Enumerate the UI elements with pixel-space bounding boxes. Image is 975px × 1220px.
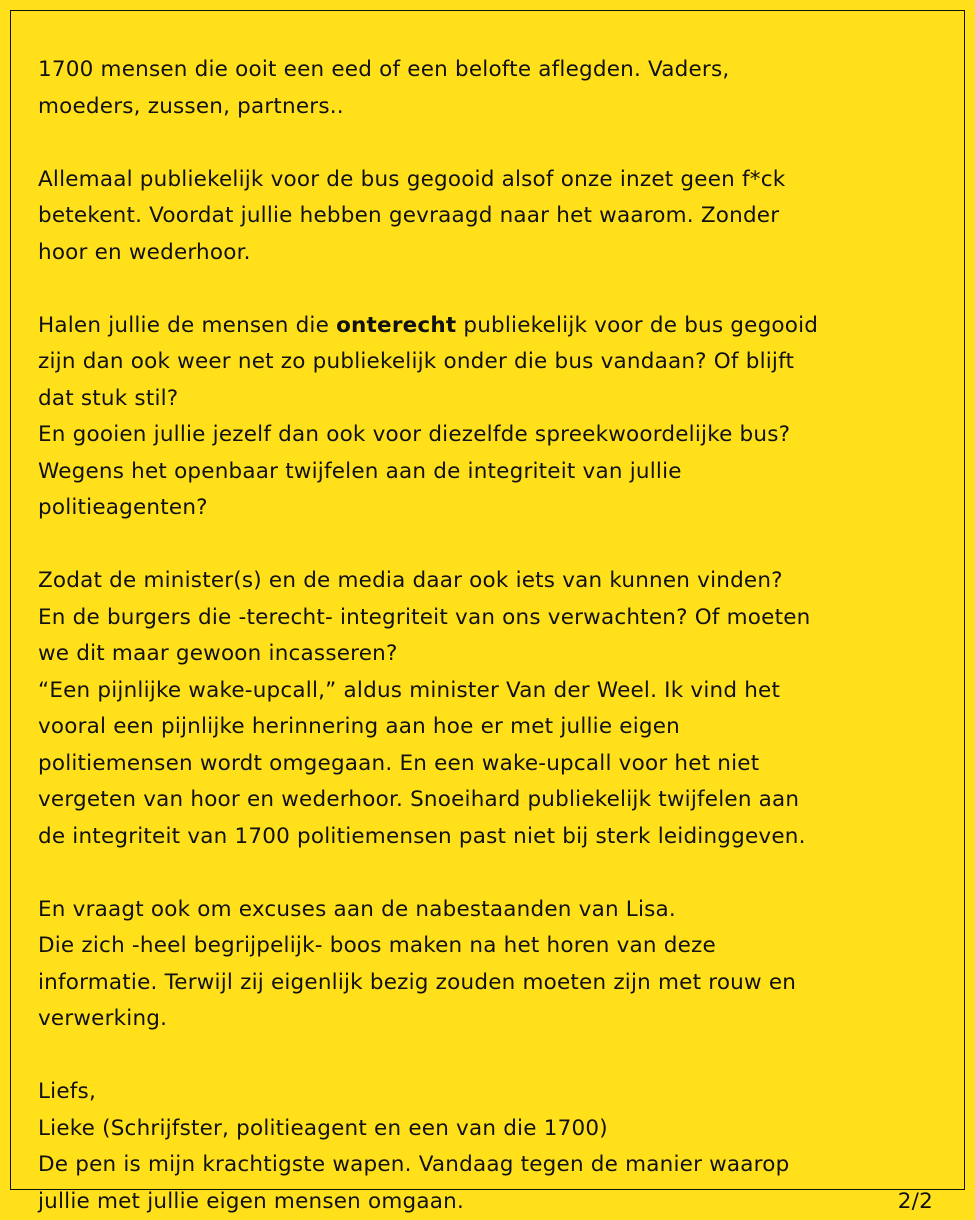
text-line: Lieke (Schrijfster, politieagent en een van die 1700) [38, 1111, 933, 1148]
text-line: Die zich -heel begrijpelijk- boos maken na het horen van deze [38, 928, 933, 965]
final-line [38, 1184, 933, 1220]
text-line: 1700 mensen die ooit een eed of een belofte aflegden. Vaders, [38, 52, 933, 89]
text-line: betekent. Voordat jullie hebben gevraagd naar het waarom. Zonder [38, 198, 933, 235]
text-line: Zodat de minister(s) en de media daar ook iets van kunnen vinden? [38, 563, 933, 600]
text-line: hoor en wederhoor. [38, 235, 933, 272]
text-line: Wegens het openbaar twijfelen aan de integriteit van jullie [38, 454, 933, 491]
text-line: En gooien jullie jezelf dan ook voor diezelfde spreekwoordelijke bus? [38, 417, 933, 454]
page-indicator: 2/2 [898, 1184, 933, 1220]
text-line: Allemaal publiekelijk voor de bus gegooid alsof onze inzet geen f*ck [38, 162, 933, 199]
paragraph-5 [38, 892, 933, 1038]
text-line: we dit maar gewoon incasseren? [38, 636, 933, 673]
text-line: jullie met jullie eigen mensen omgaan. [38, 1184, 464, 1220]
emphasis-word: onterecht [336, 313, 456, 338]
text-line: moeders, zussen, partners.. [38, 89, 933, 126]
paragraph-1 [38, 52, 933, 125]
text-segment: publiekelijk voor de bus gegooid [456, 313, 818, 338]
text-line [38, 308, 933, 345]
text-line: informatie. Terwijl zij eigenlijk bezig zouden moeten zijn met rouw en [38, 965, 933, 1002]
text-segment: Halen jullie de mensen die [38, 313, 336, 338]
text-line: En vraagt ook om excuses aan de nabestaanden van Lisa. [38, 892, 933, 929]
paragraph-2 [38, 162, 933, 272]
text-line: politiemensen wordt omgegaan. En een wake-upcall voor het niet [38, 746, 933, 783]
letter-text [38, 52, 933, 1220]
text-line: de integriteit van 1700 politiemensen past niet bij sterk leidinggeven. [38, 819, 933, 856]
paragraph-3 [38, 308, 933, 527]
text-line: politieagenten? [38, 490, 933, 527]
text-line: zijn dan ook weer net zo publiekelijk onder die bus vandaan? Of blijft [38, 344, 933, 381]
text-line: “Een pijnlijke wake-upcall,” aldus minister Van der Weel. Ik vind het [38, 673, 933, 710]
text-line: verwerking. [38, 1001, 933, 1038]
text-line: dat stuk stil? [38, 381, 933, 418]
text-line: Liefs, [38, 1074, 933, 1111]
signature-block [38, 1074, 933, 1220]
text-line: En de burgers die -terecht- integriteit van ons verwachten? Of moeten [38, 600, 933, 637]
paragraph-4 [38, 563, 933, 855]
text-line: vooral een pijnlijke herinnering aan hoe er met jullie eigen [38, 709, 933, 746]
text-line: vergeten van hoor en wederhoor. Snoeihard publiekelijk twijfelen aan [38, 782, 933, 819]
text-line: De pen is mijn krachtigste wapen. Vandaag tegen de manier waarop [38, 1147, 933, 1184]
